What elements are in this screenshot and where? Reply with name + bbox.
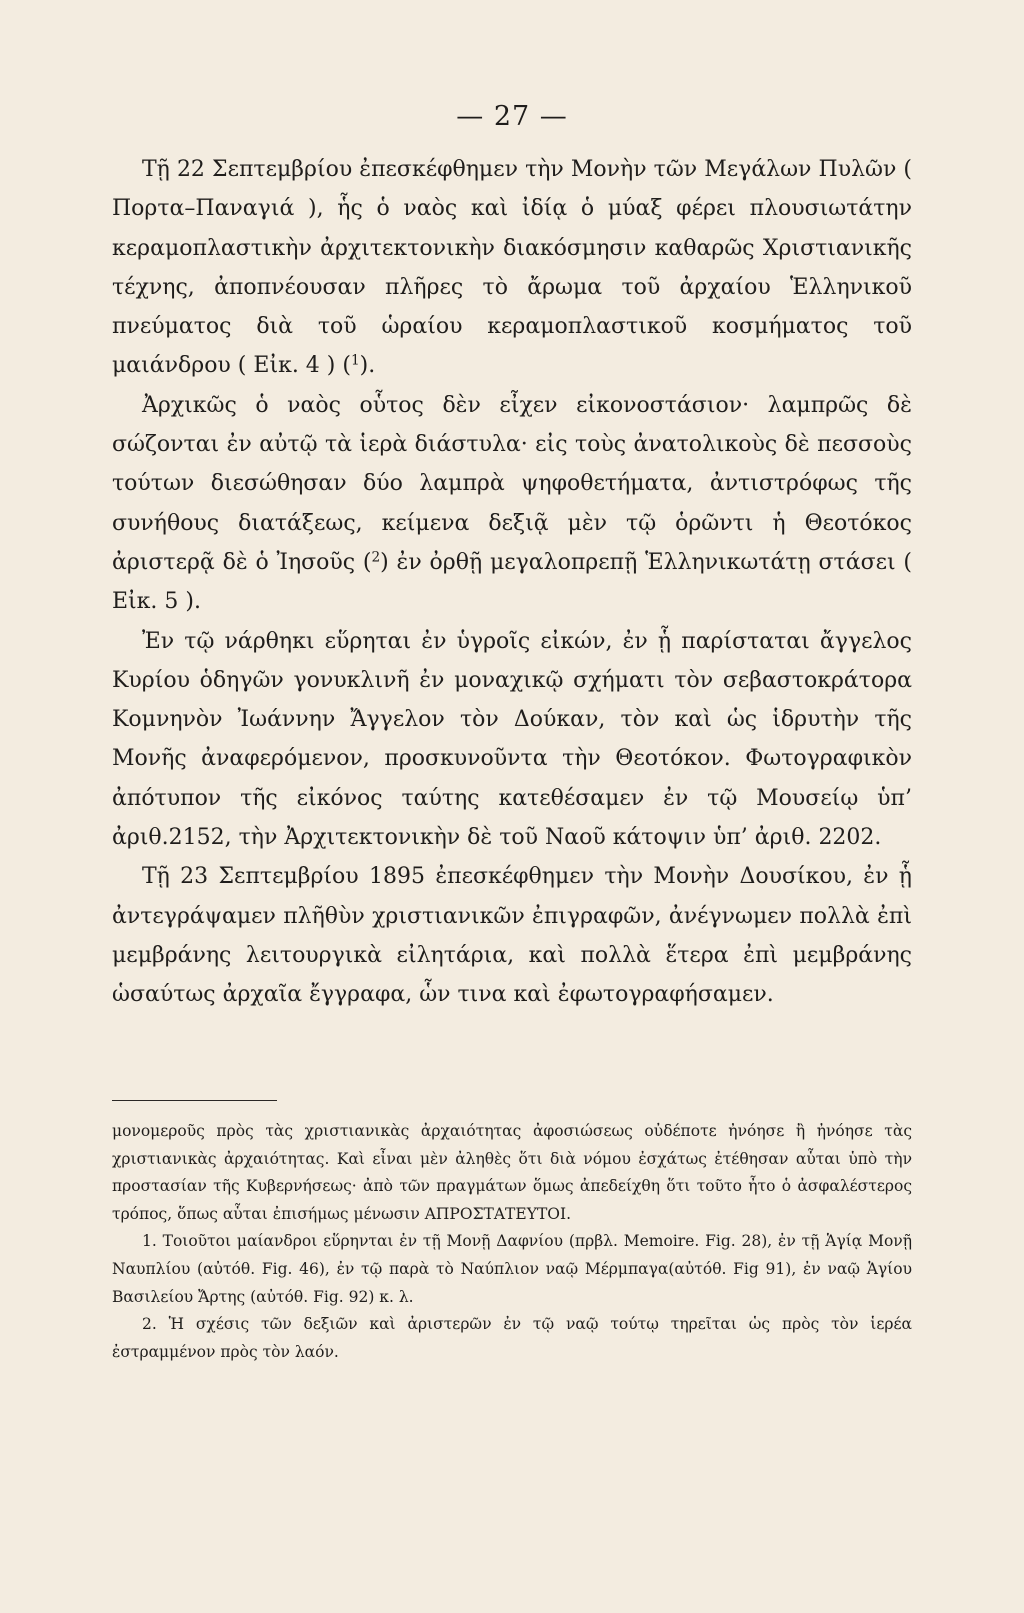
footnote-divider (112, 1100, 277, 1101)
paragraph-1-end: ). (359, 353, 376, 379)
paragraph-1-text: Τῇ 22 Σεπτεμβρίου ἐπεσκέφθημεν τὴν Μονὴν τῶν Μεγάλων Πυλῶν ( Πορτα–Παναγιά ), ἧς ὁ ναὸς καὶ ἰδίᾳ ὁ μύαξ φέρει πλουσιωτάτην κεραμοπλαστικὴν ἀρχιτεκτονικὴν διακόσμησιν καθαρῶς Χριστιανικῆς τέχνης, ἀποπνέουσαν πλῆρες τὸ ἄρωμα τοῦ ἀρχαίου Ἑλληνικοῦ πνεύματος διὰ τοῦ ὡραίου κεραμοπλαστικοῦ κοσμήματος τοῦ μαιάνδρου ( Εἰκ. 4 ) ( (112, 157, 912, 379)
page-number: — 27 — (456, 101, 568, 132)
footnote-ref-2: 2 (371, 549, 381, 566)
paragraph-2 (112, 386, 912, 622)
paragraph-4: Τῇ 23 Σεπτεμβρίου 1895 ἐπεσκέφθημεν τὴν Μονὴν Δουσίκου, ἐν ᾗ ἀντεγράψαμεν πλῆθὺν χριστιανικῶν ἐπιγραφῶν, ἀνέγνωμεν πολλὰ ἐπὶ μεμβράνης λειτουργικὰ εἰλητάρια, καὶ πολλὰ ἕτερα ἐπὶ μεμβράνης ὡσαύτως ἀρχαῖα ἔγγραφα, ὧν τινα καὶ ἐφωτογραφήσαμεν. (112, 864, 912, 1008)
footnote-ref-1: 1 (350, 352, 360, 369)
footnote-2: 2. Ἡ σχέσις τῶν δεξιῶν καὶ ἀριστερῶν ἐν τῷ ναῷ τούτῳ τηρεῖται ὡς πρὸς τὸν ἱερέα ἐστραμμένον πρὸς τὸν λαόν. (112, 1315, 912, 1361)
footnote-continuation: μονομεροῦς πρὸς τὰς χριστιανικὰς ἀρχαιότητας ἀφοσιώσεως οὐδέποτε ἠνόησε ἢ ἠνόησε τὰς χριστιανικὰς ἀρχαιότητας. Καὶ εἶναι μὲν ἀληθὲς ὅτι διὰ νόμου ἐσχάτως ἐτέθησαν αὗται ὑπὸ τὴν προστασίαν τῆς Κυβερνήσεως· ἀπὸ τῶν πραγμάτων ὅμως ἀπεδείχθη ὅτι τοῦτο ἦτο ὁ ἀσφαλέστερος τρόπος, ὅπως αὗται ἐπισήμως μένωσιν ΑΠΡΟΣΤΑΤΕΥΤΟΙ. (112, 1122, 912, 1223)
footnotes (112, 1118, 912, 1366)
paragraph-2-end: ) ἐν ὀρθῇ μεγαλοπρεπῇ Ἑλληνικωτάτῃ στάσει ( Εἰκ. 5 ). (112, 549, 912, 615)
paragraph-3: Ἐν τῷ νάρθηκι εὕρηται ἐν ὑγροῖς εἰκών, ἐν ᾗ παρίσταται ἄγγελος Κυρίου ὁδηγῶν γονυκλινῆ ἐν μοναχικῷ σχήματι τὸν σεβαστοκράτορα Κομνηνὸν Ἰωάννην Ἄγγελον τὸν Δούκαν, τὸν καὶ ὡς ἱδρυτὴν τῆς Μονῆς ἀναφερόμενον, προσκυνοῦντα τὴν Θεοτόκον. Φωτογραφικὸν ἀπότυπον τῆς εἰκόνος ταύτης κατεθέσαμεν ἐν τῷ Μουσείῳ ὑπ’ ἀριθ.2152, τὴν Ἀρχιτεκτονικὴν δὲ τοῦ Ναοῦ κάτοψιν ὑπ’ ἀριθ. 2202. (112, 628, 912, 851)
paragraph-1 (112, 150, 912, 386)
footnote-1: 1. Τοιοῦτοι μαίανδροι εὕρηνται ἐν τῇ Μονῇ Δαφνίου (πρβλ. Memoire. Fig. 28), ἐν τῇ Ἁγίᾳ Μονῇ Ναυπλίου (αὐτόθ. Fig. 46), ἐν τῷ παρὰ τὸ Ναύπλιον ναῷ Μέρμπαγα(αὐτόθ. Fig 91), ἐν ναῷ Ἁγίου Βασιλείου Ἄρτης (αὐτόθ. Fig. 92) κ. λ. (112, 1232, 912, 1306)
main-text (112, 150, 912, 1015)
paragraph-2-text: Ἀρχικῶς ὁ ναὸς οὗτος δὲν εἶχεν εἰκονοστάσιον· λαμπρῶς δὲ σώζονται ἐν αὐτῷ τὰ ἱερὰ διάστυλα· εἰς τοὺς ἀνατολικοὺς δὲ πεσσοὺς τούτων διεσώθησαν δύο λαμπρὰ ψηφοθετήματα, ἀντιστρόφως τῆς συνήθους διατάξεως, κείμενα δεξιᾷ μὲν τῷ ὁρῶντι ἡ Θεοτόκος ἀριστερᾷ δὲ ὁ Ἰησοῦς ( (112, 392, 912, 575)
